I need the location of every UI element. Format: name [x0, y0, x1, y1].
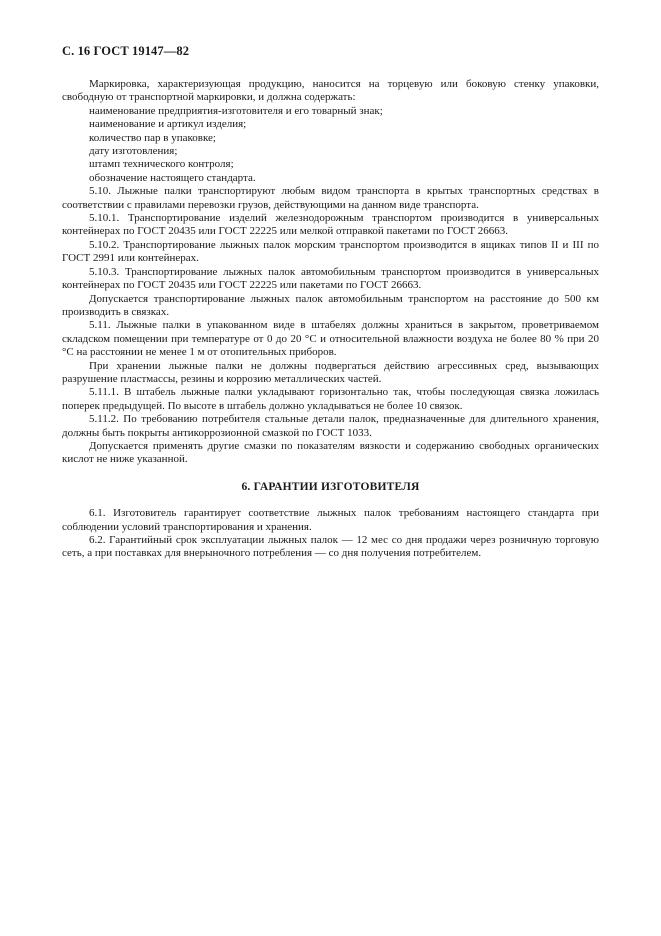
list-item: обозначение настоящего стандарта. [89, 171, 256, 184]
list-item: штамп технического контроля; [89, 158, 234, 171]
clause-6-2: 6.2. Гарантийный срок эксплуатации лыжных палок — 12 мес со дня продажи через розничную торговую сеть, а при поставках для внерыночного потребления — со дня получения потребителем. [62, 534, 599, 560]
paragraph-road-transport: Допускается транспортирование лыжных палок автомобильным транспортом на расстояние до 500 км производить в связках. [62, 292, 599, 318]
page-header: С. 16 ГОСТ 19147—82 [62, 44, 190, 58]
list-item: наименование предприятия-изготовителя и его товарный знак; [89, 104, 383, 117]
list-item: дату изготовления; [89, 145, 178, 158]
paragraph-storage-conditions: При хранении лыжные палки не должны подвергаться действию агрессивных сред, вызывающих разрушение пластмассы, резины и коррозию металлических частей. [62, 359, 599, 385]
clause-5-10-3: 5.10.3. Транспортирование лыжных палок автомобильным транспортом производится в универсальных контейнерах по ГОСТ 20435 или ГОСТ 22225 или пакетами по ГОСТ 26663. [62, 265, 599, 292]
section-6-title: 6. ГАРАНТИИ ИЗГОТОВИТЕЛЯ [241, 480, 420, 493]
clause-5-11: 5.11. Лыжные палки в упакованном виде в штабелях должны храниться в закрытом, проветриваемом складском помещении при температуре от 0 до 20 °С и относительной влажности воздуха не более 80 % при 20 °С на расстоянии не менее 1 м от отопительных приборов. [62, 319, 599, 359]
clause-5-11-2: 5.11.2. По требованию потребителя стальные детали палок, предназначенные для длительного хранения, должны быть покрыты антикоррозионной смазкой по ГОСТ 1033. [62, 413, 599, 439]
document-body [62, 78, 599, 561]
clause-5-10: 5.10. Лыжные палки транспортируют любым видом транспорта в крытых транспортных средствах в соответствии с правилами перевозки грузов, действующими на данном виде транспорта. [62, 185, 599, 211]
clause-5-11-1: 5.11.1. В штабель лыжные палки укладывают горизонтально так, чтобы последующая связка ложилась поперек предыдущей. По высоте в штабель должно укладываться не более 10 связок. [62, 386, 599, 412]
list-item: наименование и артикул изделия; [89, 118, 247, 131]
list-item: количество пар в упаковке; [89, 131, 216, 144]
clause-6-1: 6.1. Изготовитель гарантирует соответствие лыжных палок требованиям настоящего стандарта при соблюдении условий транспортирования и хранения. [62, 507, 599, 533]
paragraph-other-lubricants: Допускается применять другие смазки по показателям вязкости и содержанию свободных органических кислот не ниже указанной. [62, 439, 599, 466]
clause-5-10-1: 5.10.1. Транспортирование изделий железнодорожным транспортом производится в универсальных контейнерах по ГОСТ 20435 или ГОСТ 22225 или мелкой отправкой пакетами по ГОСТ 26663. [62, 212, 599, 238]
paragraph-marking-intro: Маркировка, характеризующая продукцию, наносится на торцевую или боковую стенку упаковки, свободную от транспортной маркировки, и должна содержать: [62, 78, 599, 104]
clause-5-10-2: 5.10.2. Транспортирование лыжных палок морским транспортом производится в ящиках типов II и III по ГОСТ 2991 или контейнерах. [62, 238, 599, 265]
